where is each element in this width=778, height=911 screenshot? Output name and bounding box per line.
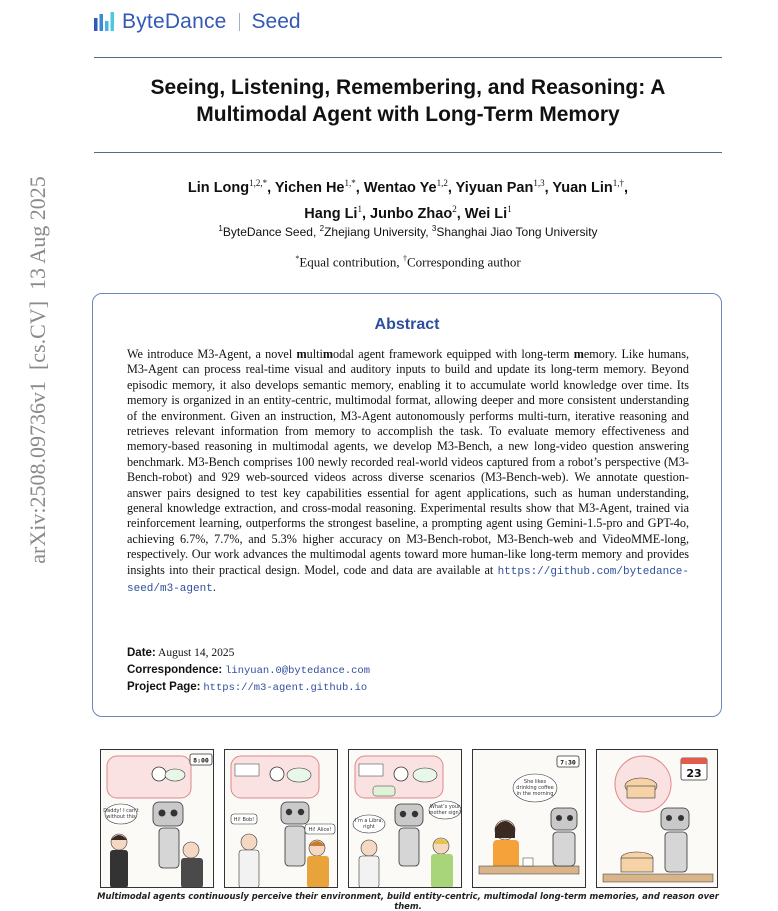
brand-divider	[239, 13, 240, 31]
title-line-2: Multimodal Agent with Long-Term Memory	[196, 103, 620, 126]
abstract-text	[127, 347, 689, 598]
comic-panel-3	[348, 749, 462, 888]
top-rule	[94, 57, 722, 58]
title-bottom-rule	[94, 152, 722, 153]
title-line-1: Seeing, Listening, Remembering, and Reasoning: A	[150, 76, 666, 99]
date-value: August 14, 2025	[158, 647, 235, 659]
comic-panel-3-art	[349, 750, 462, 888]
affiliations: $^1$ByteDance Seed, $^2$Zhejiang University, $^3$Shanghai Jiao Tong University	[218, 224, 598, 239]
date-line	[127, 645, 689, 661]
author-name: Wei Li	[464, 205, 508, 222]
author-name: Junbo Zhao	[370, 205, 453, 222]
abstract-heading: Abstract	[374, 316, 440, 333]
speech-text: without this	[106, 814, 136, 820]
author-name: Hang Li	[304, 205, 358, 222]
author-affil-marker: 1,†	[612, 178, 625, 188]
calendar-day: 23	[686, 767, 702, 780]
speech-text: I’m a Libra,	[354, 818, 384, 824]
author-affil-marker: 1,2,*	[249, 178, 268, 188]
speech-text: mother sign?	[428, 810, 462, 816]
abstract-intro: odal agent framework equipped with long-term	[333, 347, 574, 361]
abstract-emphasis: m	[296, 347, 307, 361]
abstract-intro: emory.	[583, 347, 618, 361]
affiliation: ByteDance Seed	[222, 225, 313, 239]
author-list: Lin Long$^{1,2,*}$, Yichen $He^{1,*}$, Wentao Ye$^{1,2}$, Yiyuan Pan$^{1,3}$, Yuan Lin$^{1,\dagger}$, Hang Li$^1$, Junbo Zhao$^2$, Wei Li$^1$	[187, 178, 629, 222]
project-page-line	[127, 679, 689, 696]
corresponding-author-text: Corresponding author	[406, 254, 521, 270]
clock-text: 7:30	[560, 758, 576, 767]
brand-product: Seed	[251, 10, 301, 33]
equal-mark: *	[295, 254, 300, 263]
speech-text: What’s your	[429, 804, 461, 810]
author-affil-marker: 1,3	[533, 178, 545, 188]
abstract-emphasis: m	[322, 347, 334, 361]
teaser-figure	[100, 749, 718, 889]
comic-panel-4-art	[473, 750, 586, 888]
author-name: Yuan Lin	[552, 179, 613, 196]
brand-header	[94, 10, 301, 34]
correspondence-line	[127, 662, 689, 679]
comic-panel-1-art	[101, 750, 214, 888]
author-affil-marker: 1,*	[344, 178, 356, 188]
contribution-note	[94, 254, 722, 270]
comic-panel-1	[100, 749, 214, 888]
speech-text: She likes	[523, 779, 547, 785]
speech-text: in the morning	[516, 791, 554, 797]
date-label: Date:	[127, 647, 156, 659]
project-page-label: Project Page:	[127, 681, 201, 693]
speech-text: right	[363, 824, 375, 830]
author-affil-marker: 2	[452, 203, 457, 214]
author-affil-marker: 1	[357, 203, 362, 214]
abstract-end: .	[212, 580, 216, 595]
author-name: Lin Long	[187, 179, 250, 196]
figure-caption: Multimodal agents continuously perceive their environment, build entity-centric, multimodal long-term memories, and reason over them.	[97, 891, 719, 911]
corresponding-mark: †	[402, 254, 407, 263]
arxiv-identifier[interactable]: arXiv:2508.09736v1 [cs.CV] 13 Aug 2025	[25, 176, 50, 564]
brand-name: ByteDance	[122, 10, 227, 33]
abstract-emphasis: m	[573, 347, 584, 361]
affil-marker: 3	[431, 224, 437, 233]
speech-text: Hi! Alice!	[308, 827, 332, 833]
comic-panel-4	[472, 749, 586, 888]
author-name: Wentao Ye	[363, 179, 437, 196]
correspondence-label: Correspondence:	[127, 664, 223, 676]
affil-marker: 1	[218, 224, 223, 233]
comic-panel-2	[224, 749, 338, 888]
speech-text: Hi! Bob!	[233, 817, 255, 823]
abstract-box	[92, 293, 722, 717]
paper-title	[94, 74, 722, 128]
comic-panel-5-art	[597, 750, 718, 888]
author-affil-marker: 1,2	[436, 178, 448, 188]
author-name: Yiyuan Pan	[455, 179, 534, 196]
affiliation: Zhejiang University	[324, 225, 426, 239]
comic-panel-5	[596, 749, 718, 888]
clock-text: 8:00	[193, 756, 209, 765]
author-name: Yichen He	[274, 179, 345, 196]
abstract-intro: ulti	[306, 347, 323, 361]
bytedance-logo-icon	[94, 12, 116, 32]
equal-contribution-text: Equal contribution,	[299, 254, 403, 270]
abstract-body: Like humans, M3-Agent can process real-time visual and auditory inputs to build and update its long-term memory. Beyond episodic memory, it also develops semantic memory, enabling it to accumulate world knowledge over time. Its memory is organized in an entity-centric, multimodal format, allowing deeper and more consistent understanding of the environment. Given an instruction, M3-Agent autonomously performs multi-turn, iterative reasoning and retrieves relevant information from memory to accomplish the task. To evaluate memory effectiveness and memory-based reasoning in multimodal agents, we develop M3-Bench, a new long-video question answering benchmark. M3-Bench comprises 100 newly recorded real-world videos captured from a robot’s perspective (M3-Bench-robot) and 929 web-sourced videos across diverse scenarios (M3-Bench-web). We annotate question-answer pairs designed to test key capabilities essential for agent applications, such as human understanding, general knowledge extraction, and cross-modal reasoning. Experimental results show that M3-Agent, trained via reinforcement learning, outperforms the strongest baseline, a prompting agent using Gemini-1.5-pro and GPT-4o, achieving 6.7%, 7.7%, and 5.3% higher accuracy on M3-Bench-robot, M3-Bench-web and VideoMME-long, respectively. Our work advances the multimodal agents toward more human-like long-term memory and provides insights into their practical design. Model, code and data are available at	[127, 347, 689, 577]
project-page-link[interactable]: https://m3-agent.github.io	[203, 682, 368, 694]
speech-text: Daddy! I can’t	[103, 808, 139, 814]
abstract-intro: We introduce M3-Agent, a novel	[127, 347, 297, 361]
speech-text: drinking coffee	[516, 785, 554, 791]
repo-link[interactable]: https://github.com/bytedance-seed/m3-agent	[127, 565, 689, 596]
comic-panel-2-art	[225, 750, 338, 888]
affiliation: Shanghai Jiao Tong University	[436, 225, 598, 239]
affil-marker: 2	[319, 224, 325, 233]
author-affil-marker: 1	[507, 203, 512, 214]
correspondence-email-link[interactable]: linyuan.0@bytedance.com	[225, 665, 371, 677]
